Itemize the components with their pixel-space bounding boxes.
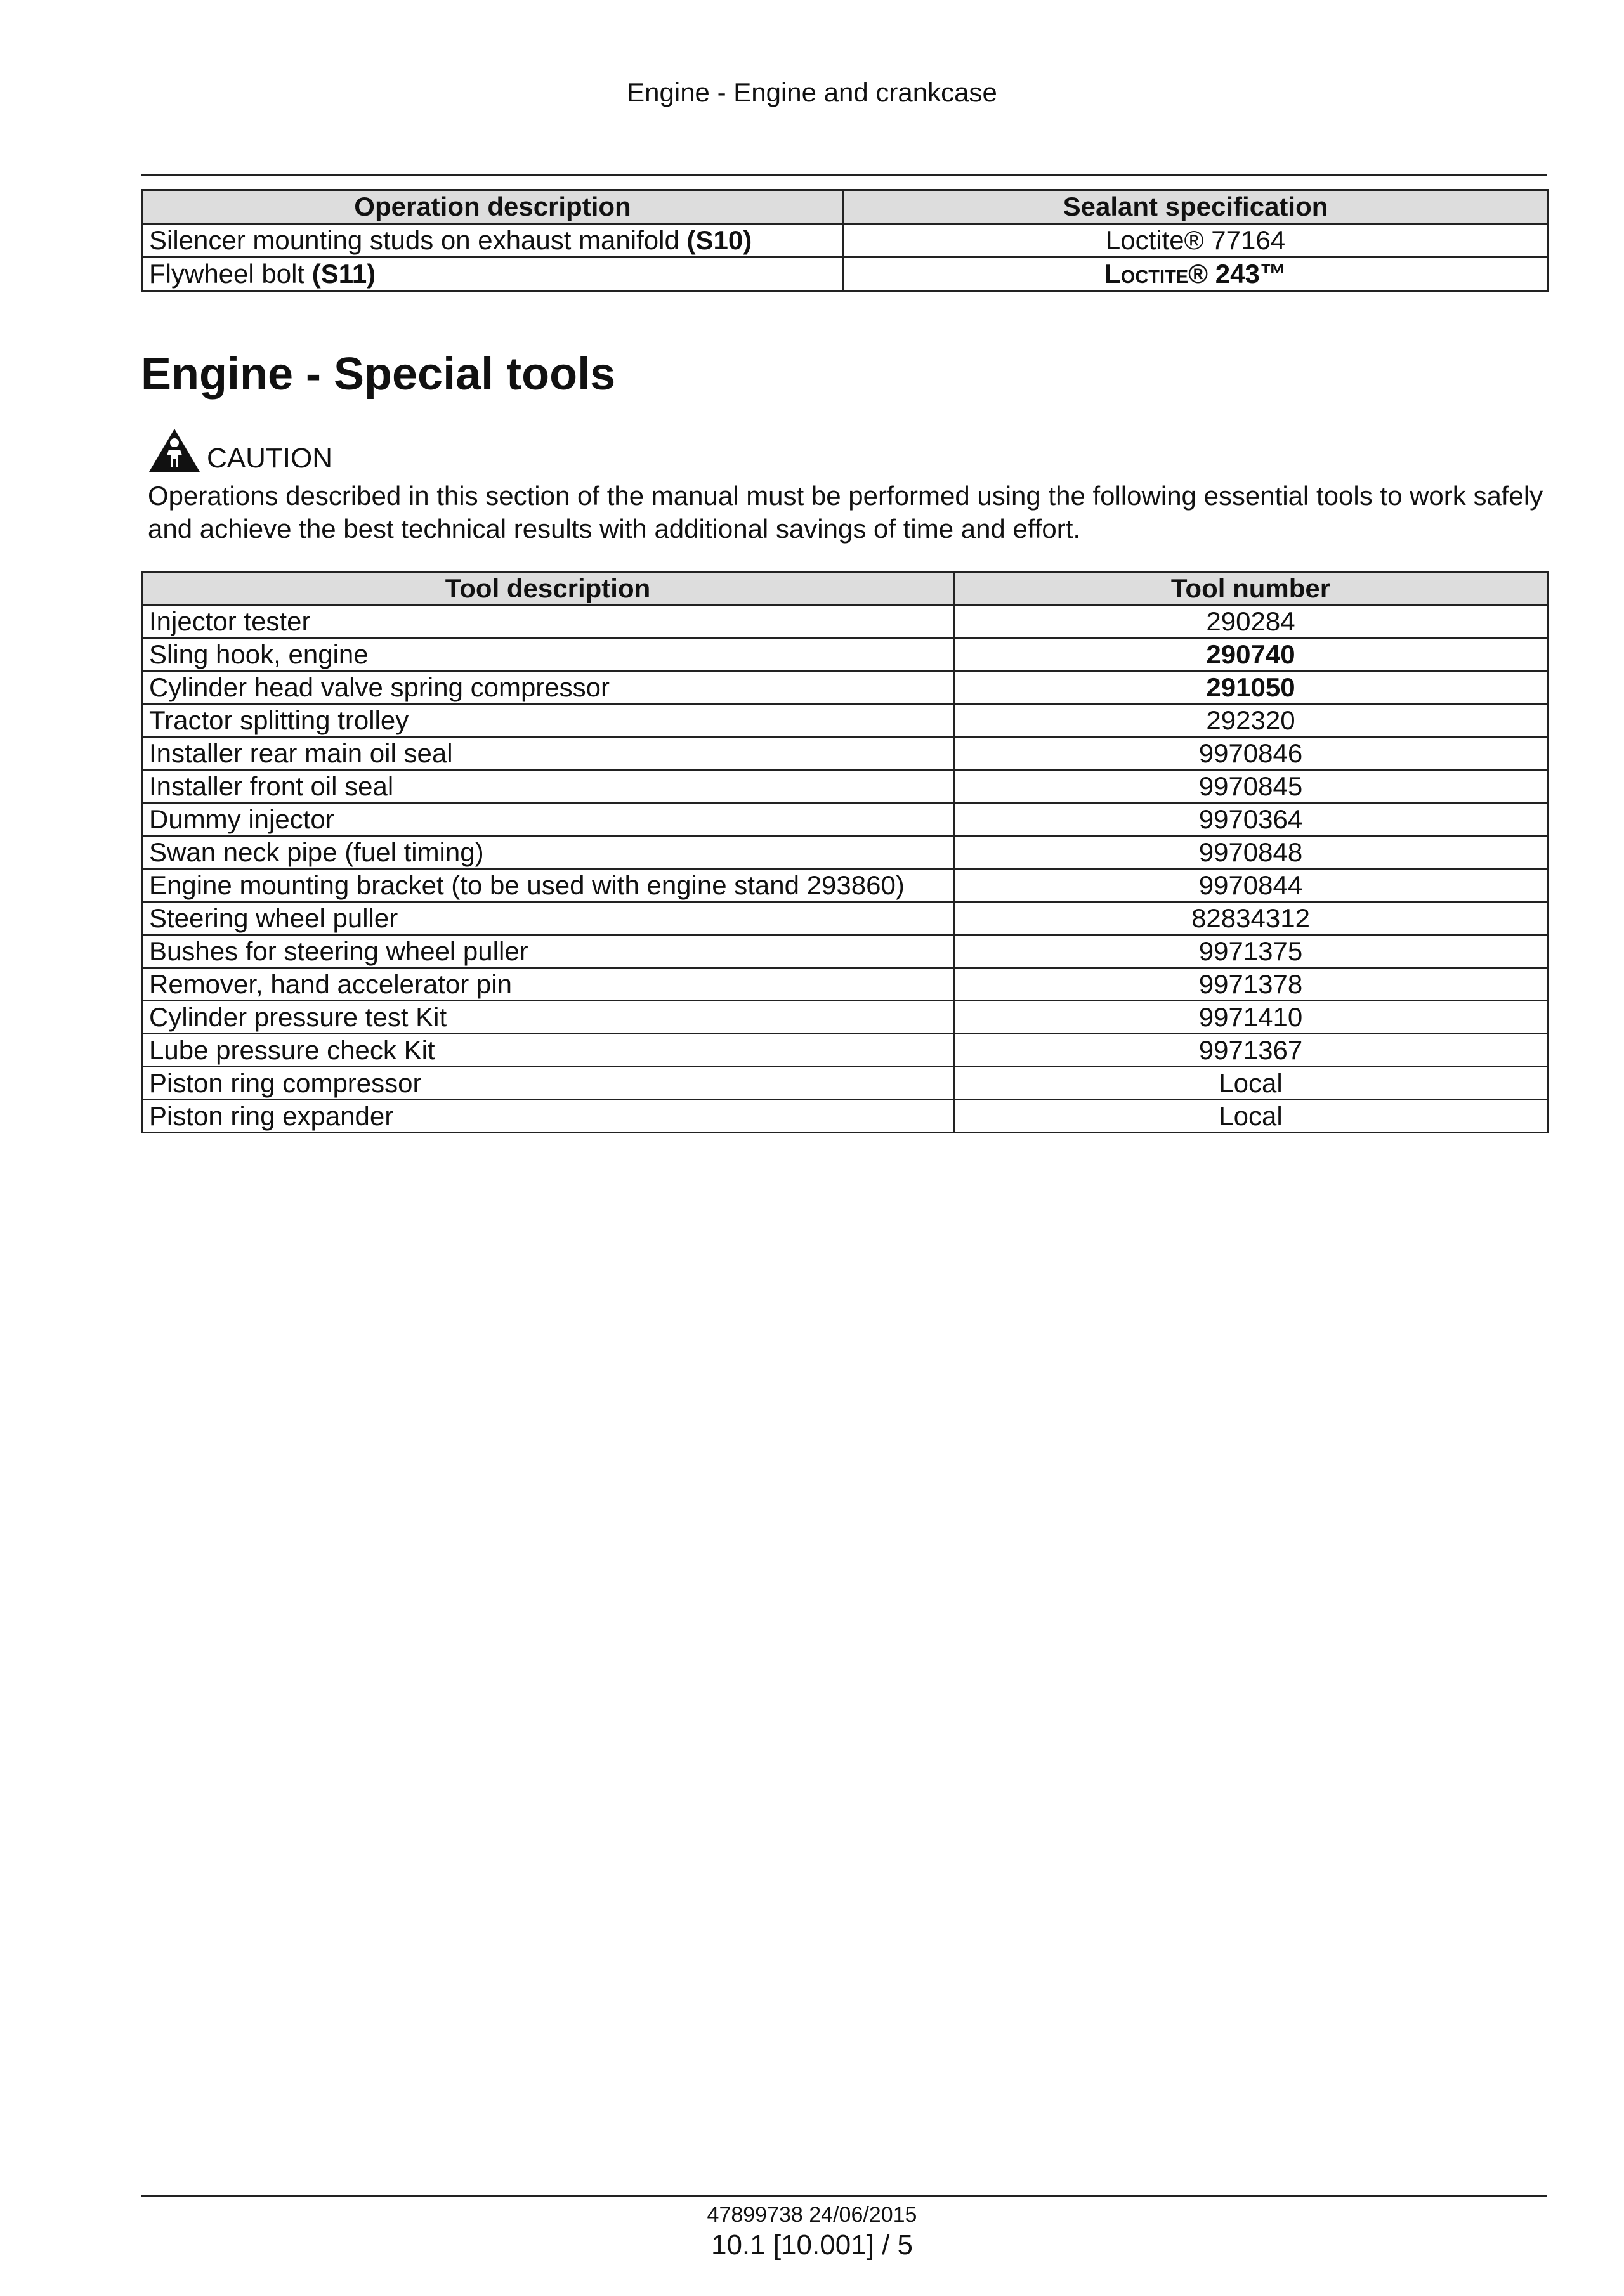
tool-number: 9971378 [954, 968, 1548, 1001]
tool-number: 9971375 [954, 935, 1548, 968]
table-row [142, 1001, 1548, 1034]
tool-number: 290284 [954, 605, 1548, 638]
table-header-row [142, 572, 1548, 605]
tool-description: Piston ring compressor [142, 1067, 954, 1100]
caution-heading [147, 424, 332, 474]
tool-description: Engine mounting bracket (to be used with engine stand 293860) [142, 869, 954, 902]
tool-number: 9970364 [954, 803, 1548, 836]
table-row [142, 935, 1548, 968]
footer-document-reference: 47899738 24/06/2015 [707, 2203, 917, 2227]
table-row [142, 869, 1548, 902]
operation-description: Silencer mounting studs on exhaust manifold [149, 225, 687, 255]
table-header-row [142, 190, 1548, 224]
table-row [142, 836, 1548, 869]
footer-rule [141, 2195, 1547, 2197]
tool-description: Steering wheel puller [142, 902, 954, 935]
tool-number: Local [954, 1100, 1548, 1133]
table-row [142, 638, 1548, 671]
operation-description-cell [142, 224, 844, 258]
table-row [142, 224, 1548, 258]
column-header: Tool number [954, 572, 1548, 605]
tool-number: 82834312 [954, 902, 1548, 935]
tool-description: Dummy injector [142, 803, 954, 836]
column-header: Operation description [142, 190, 844, 224]
footer-page-number: 10.1 [10.001] / 5 [710, 2229, 914, 2260]
tool-description: Sling hook, engine [142, 638, 954, 671]
tool-description: Lube pressure check Kit [142, 1034, 954, 1067]
caution-label: CAUTION [207, 443, 332, 474]
tool-number: 290740 [954, 638, 1548, 671]
tool-number: Local [954, 1067, 1548, 1100]
table-row [142, 968, 1548, 1001]
tool-description: Remover, hand accelerator pin [142, 968, 954, 1001]
sealant-spec: Loctite® 243™ [844, 258, 1548, 291]
page-header: Engine - Engine and crankcase [627, 77, 997, 107]
tool-number: 9970845 [954, 770, 1548, 803]
tool-number: 9971410 [954, 1001, 1548, 1034]
table-row [142, 1100, 1548, 1133]
tools-table [141, 571, 1549, 1133]
caution-text: Operations described in this section of the manual must be performed using the following essential tools to work safely and achieve the best technical results with additional savings of time and effort. [148, 481, 1543, 544]
table-row [142, 770, 1548, 803]
operation-description: Flywheel bolt [149, 259, 312, 289]
sealant-ref: (S10) [686, 225, 752, 255]
sealant-spec: Loctite® 77164 [844, 224, 1548, 258]
table-row [142, 258, 1548, 291]
column-header: Sealant specification [844, 190, 1548, 224]
section-title: Engine - Special tools [141, 349, 616, 400]
table-row [142, 704, 1548, 737]
tool-description: Piston ring expander [142, 1100, 954, 1133]
tool-description: Tractor splitting trolley [142, 704, 954, 737]
tool-description: Installer rear main oil seal [142, 737, 954, 770]
tool-description: Cylinder pressure test Kit [142, 1001, 954, 1034]
table-row [142, 902, 1548, 935]
operation-description-cell [142, 258, 844, 291]
sealant-ref: (S11) [311, 259, 376, 289]
sealant-table [141, 189, 1549, 292]
tool-number: 9971367 [954, 1034, 1548, 1067]
table-row [142, 605, 1548, 638]
tool-number: 9970846 [954, 737, 1548, 770]
tool-number: 291050 [954, 671, 1548, 704]
tool-description: Bushes for steering wheel puller [142, 935, 954, 968]
tool-description: Swan neck pipe (fuel timing) [142, 836, 954, 869]
table-row [142, 1067, 1548, 1100]
table-row [142, 1034, 1548, 1067]
tool-number: 292320 [954, 704, 1548, 737]
table-row [142, 737, 1548, 770]
tool-description: Injector tester [142, 605, 954, 638]
warning-triangle-icon [147, 426, 202, 474]
tool-description: Cylinder head valve spring compressor [142, 671, 954, 704]
table-row [142, 803, 1548, 836]
tool-description: Installer front oil seal [142, 770, 954, 803]
column-header: Tool description [142, 572, 954, 605]
tool-number: 9970848 [954, 836, 1548, 869]
tool-number: 9970844 [954, 869, 1548, 902]
header-rule [141, 174, 1547, 176]
table-row [142, 671, 1548, 704]
